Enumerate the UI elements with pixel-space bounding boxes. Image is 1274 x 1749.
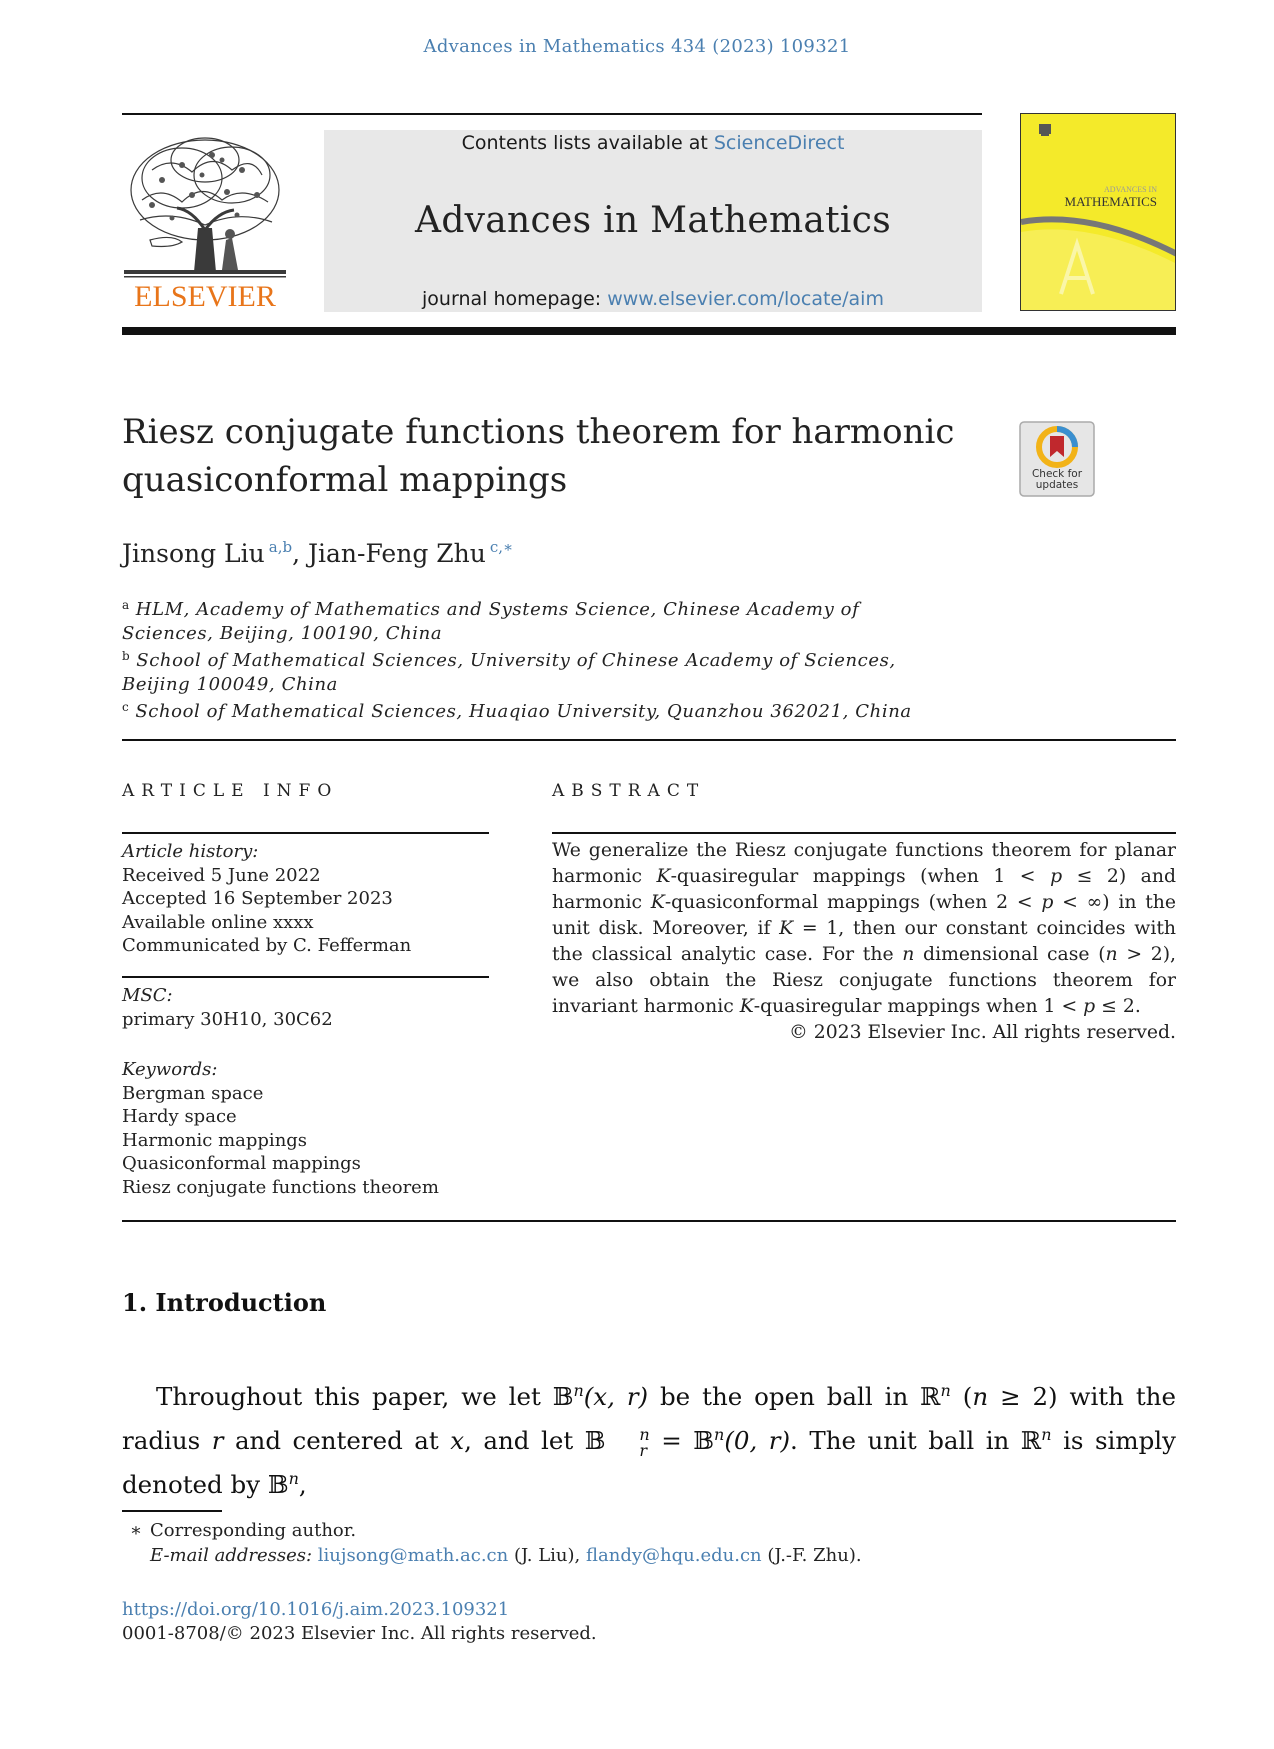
affiliation-a — [122, 594, 982, 645]
sciencedirect-link[interactable]: ScienceDirect — [713, 132, 845, 154]
email1-owner: (J. Liu), — [508, 1545, 586, 1566]
check-for-updates-button[interactable] — [1019, 421, 1095, 497]
corresponding-author: Corresponding author. — [150, 1520, 357, 1541]
abstract-copyright: © 2023 Elsevier Inc. All rights reserved. — [789, 1022, 1176, 1043]
email-label: E-mail addresses: — [150, 1545, 318, 1566]
check-line2: updates — [1035, 479, 1079, 491]
msc-label: MSC: — [122, 985, 173, 1006]
section-rule-top — [122, 739, 1176, 741]
footnote-corresponding — [122, 1518, 1176, 1543]
abstract-heading: ABSTRACT — [552, 781, 706, 801]
online-date: Available online xxxx — [122, 911, 314, 933]
abstract-text — [552, 838, 1176, 1046]
keywords-block — [122, 1058, 489, 1199]
intro-paragraph — [122, 1372, 1176, 1504]
journal-cover — [1020, 113, 1176, 311]
elsevier-logo — [122, 130, 288, 312]
cover-art-icon — [1021, 114, 1176, 311]
affiliation-b — [122, 645, 982, 696]
author-2-affil-marks[interactable]: c,∗ — [489, 538, 514, 556]
author-1-affil-marks[interactable]: a,b — [268, 538, 293, 556]
header-top-rule — [122, 113, 982, 115]
keyword: Bergman space — [122, 1082, 264, 1104]
accepted-date: Accepted 16 September 2023 — [122, 888, 393, 909]
email-link-liu[interactable]: liujsong@math.ac.cn — [317, 1545, 509, 1566]
contents-line — [324, 130, 982, 154]
header-thick-rule — [122, 327, 1176, 335]
affiliation-c — [122, 696, 982, 724]
doi-link[interactable]: https://doi.org/10.1016/j.aim.2023.109321 — [122, 1599, 510, 1620]
running-head: Advances in Mathematics 434 (2023) 109321 — [423, 36, 851, 57]
intro-text: Throughout this paper, we let 𝔹$^n$(x, r) be the open ball in ℝ$^n$ (n ≥ 2) with the radius r and centered at x, and let 𝔹 n r = 𝔹$^n$(0, r). The unit ball in ℝ$^n$ is simply denoted by 𝔹$^n$, — [122, 1381, 1176, 1500]
affil-b-line1: School of Mathematical Sciences, University of Chinese Academy of Sciences, — [136, 650, 896, 671]
homepage-prefix: journal homepage: — [422, 288, 608, 310]
keywords-label: Keywords: — [122, 1059, 218, 1080]
footnote-emails — [122, 1543, 1176, 1568]
journal-homepage-link[interactable]: www.elsevier.com/locate/aim — [607, 288, 884, 310]
article-title — [122, 408, 962, 504]
msc-value: primary 30H10, 30C62 — [122, 1008, 333, 1030]
title-line-2: quasiconformal mappings — [122, 460, 568, 500]
section-rule-bottom — [122, 1220, 1176, 1222]
contents-prefix: Contents lists available at — [461, 132, 714, 154]
doi-block — [122, 1598, 597, 1646]
author-1[interactable]: Jinsong Liu — [122, 539, 265, 568]
issn-copyright: 0001-8708/© 2023 Elsevier Inc. All rights reserved. — [122, 1623, 597, 1644]
affil-mark-b: b — [122, 649, 131, 663]
abstract-paragraph: We generalize the Riesz conjugate functions theorem for planar harmonic K-quasiregular mappings (when 1 < p ≤ 2) and harmonic K-quasiconformal mappings (when 2 < p < ∞) in the unit disk. Moreover, if K = 1, then our constant coincides with the classical analytic case. For the n dimensional case (n > 2), we also obtain the Riesz conjugate functions theorem for invariant harmonic K-quasiregular mappings when 1 < p ≤ 2. — [552, 840, 1176, 1017]
homepage-line — [324, 288, 982, 310]
elsevier-wordmark: ELSEVIER — [134, 280, 276, 312]
title-line-1: Riesz conjugate functions theorem for harmonic — [122, 412, 955, 452]
affil-a-line2: Sciences, Beijing, 100190, China — [122, 622, 443, 644]
authors-line — [122, 538, 513, 568]
cover-line2: MATHEMATICS — [1064, 194, 1157, 209]
keyword: Harmonic mappings — [122, 1129, 308, 1151]
article-history — [122, 840, 489, 958]
keyword: Riesz conjugate functions theorem — [122, 1176, 439, 1198]
author-separator: , — [292, 539, 308, 568]
journal-banner — [324, 130, 982, 312]
article-info-heading: ARTICLE INFO — [122, 781, 339, 801]
affiliations — [122, 594, 982, 724]
journal-title: Advances in Mathematics — [415, 200, 891, 241]
communicated-by: Communicated by C. Fefferman — [122, 935, 412, 956]
affil-c-line1: School of Mathematical Sciences, Huaqiao University, Quanzhou 362021, China — [135, 701, 912, 722]
author-2[interactable]: Jian-Feng Zhu — [307, 539, 486, 568]
keyword: Hardy space — [122, 1106, 237, 1127]
affil-a-line1: HLM, Academy of Mathematics and Systems Science, Chinese Academy of — [135, 599, 860, 620]
email2-owner: (J.-F. Zhu). — [761, 1545, 862, 1566]
footnote-mark: ∗ — [129, 1520, 143, 1541]
section-heading-introduction: 1. Introduction — [122, 1288, 327, 1317]
footnote-rule — [122, 1510, 222, 1512]
affil-b-line2: Beijing 100049, China — [122, 673, 339, 695]
footnote — [122, 1518, 1176, 1568]
history-label: Article history: — [122, 841, 259, 862]
keyword: Quasiconformal mappings — [122, 1153, 361, 1174]
affil-mark-a: a — [122, 598, 130, 612]
affil-mark-c: c — [122, 700, 130, 714]
email-link-zhu[interactable]: flandy@hqu.edu.cn — [586, 1545, 762, 1566]
received-date: Received 5 June 2022 — [122, 864, 321, 886]
abstract-rule — [552, 832, 1176, 834]
info-rule-2 — [122, 976, 489, 978]
info-rule-1 — [122, 832, 489, 834]
check-line1: Check for — [1031, 468, 1083, 480]
msc-block — [122, 984, 489, 1031]
check-for-updates-icon — [1019, 421, 1095, 497]
cover-line1: ADVANCES IN — [1104, 185, 1157, 194]
elsevier-tree-icon — [122, 130, 288, 312]
